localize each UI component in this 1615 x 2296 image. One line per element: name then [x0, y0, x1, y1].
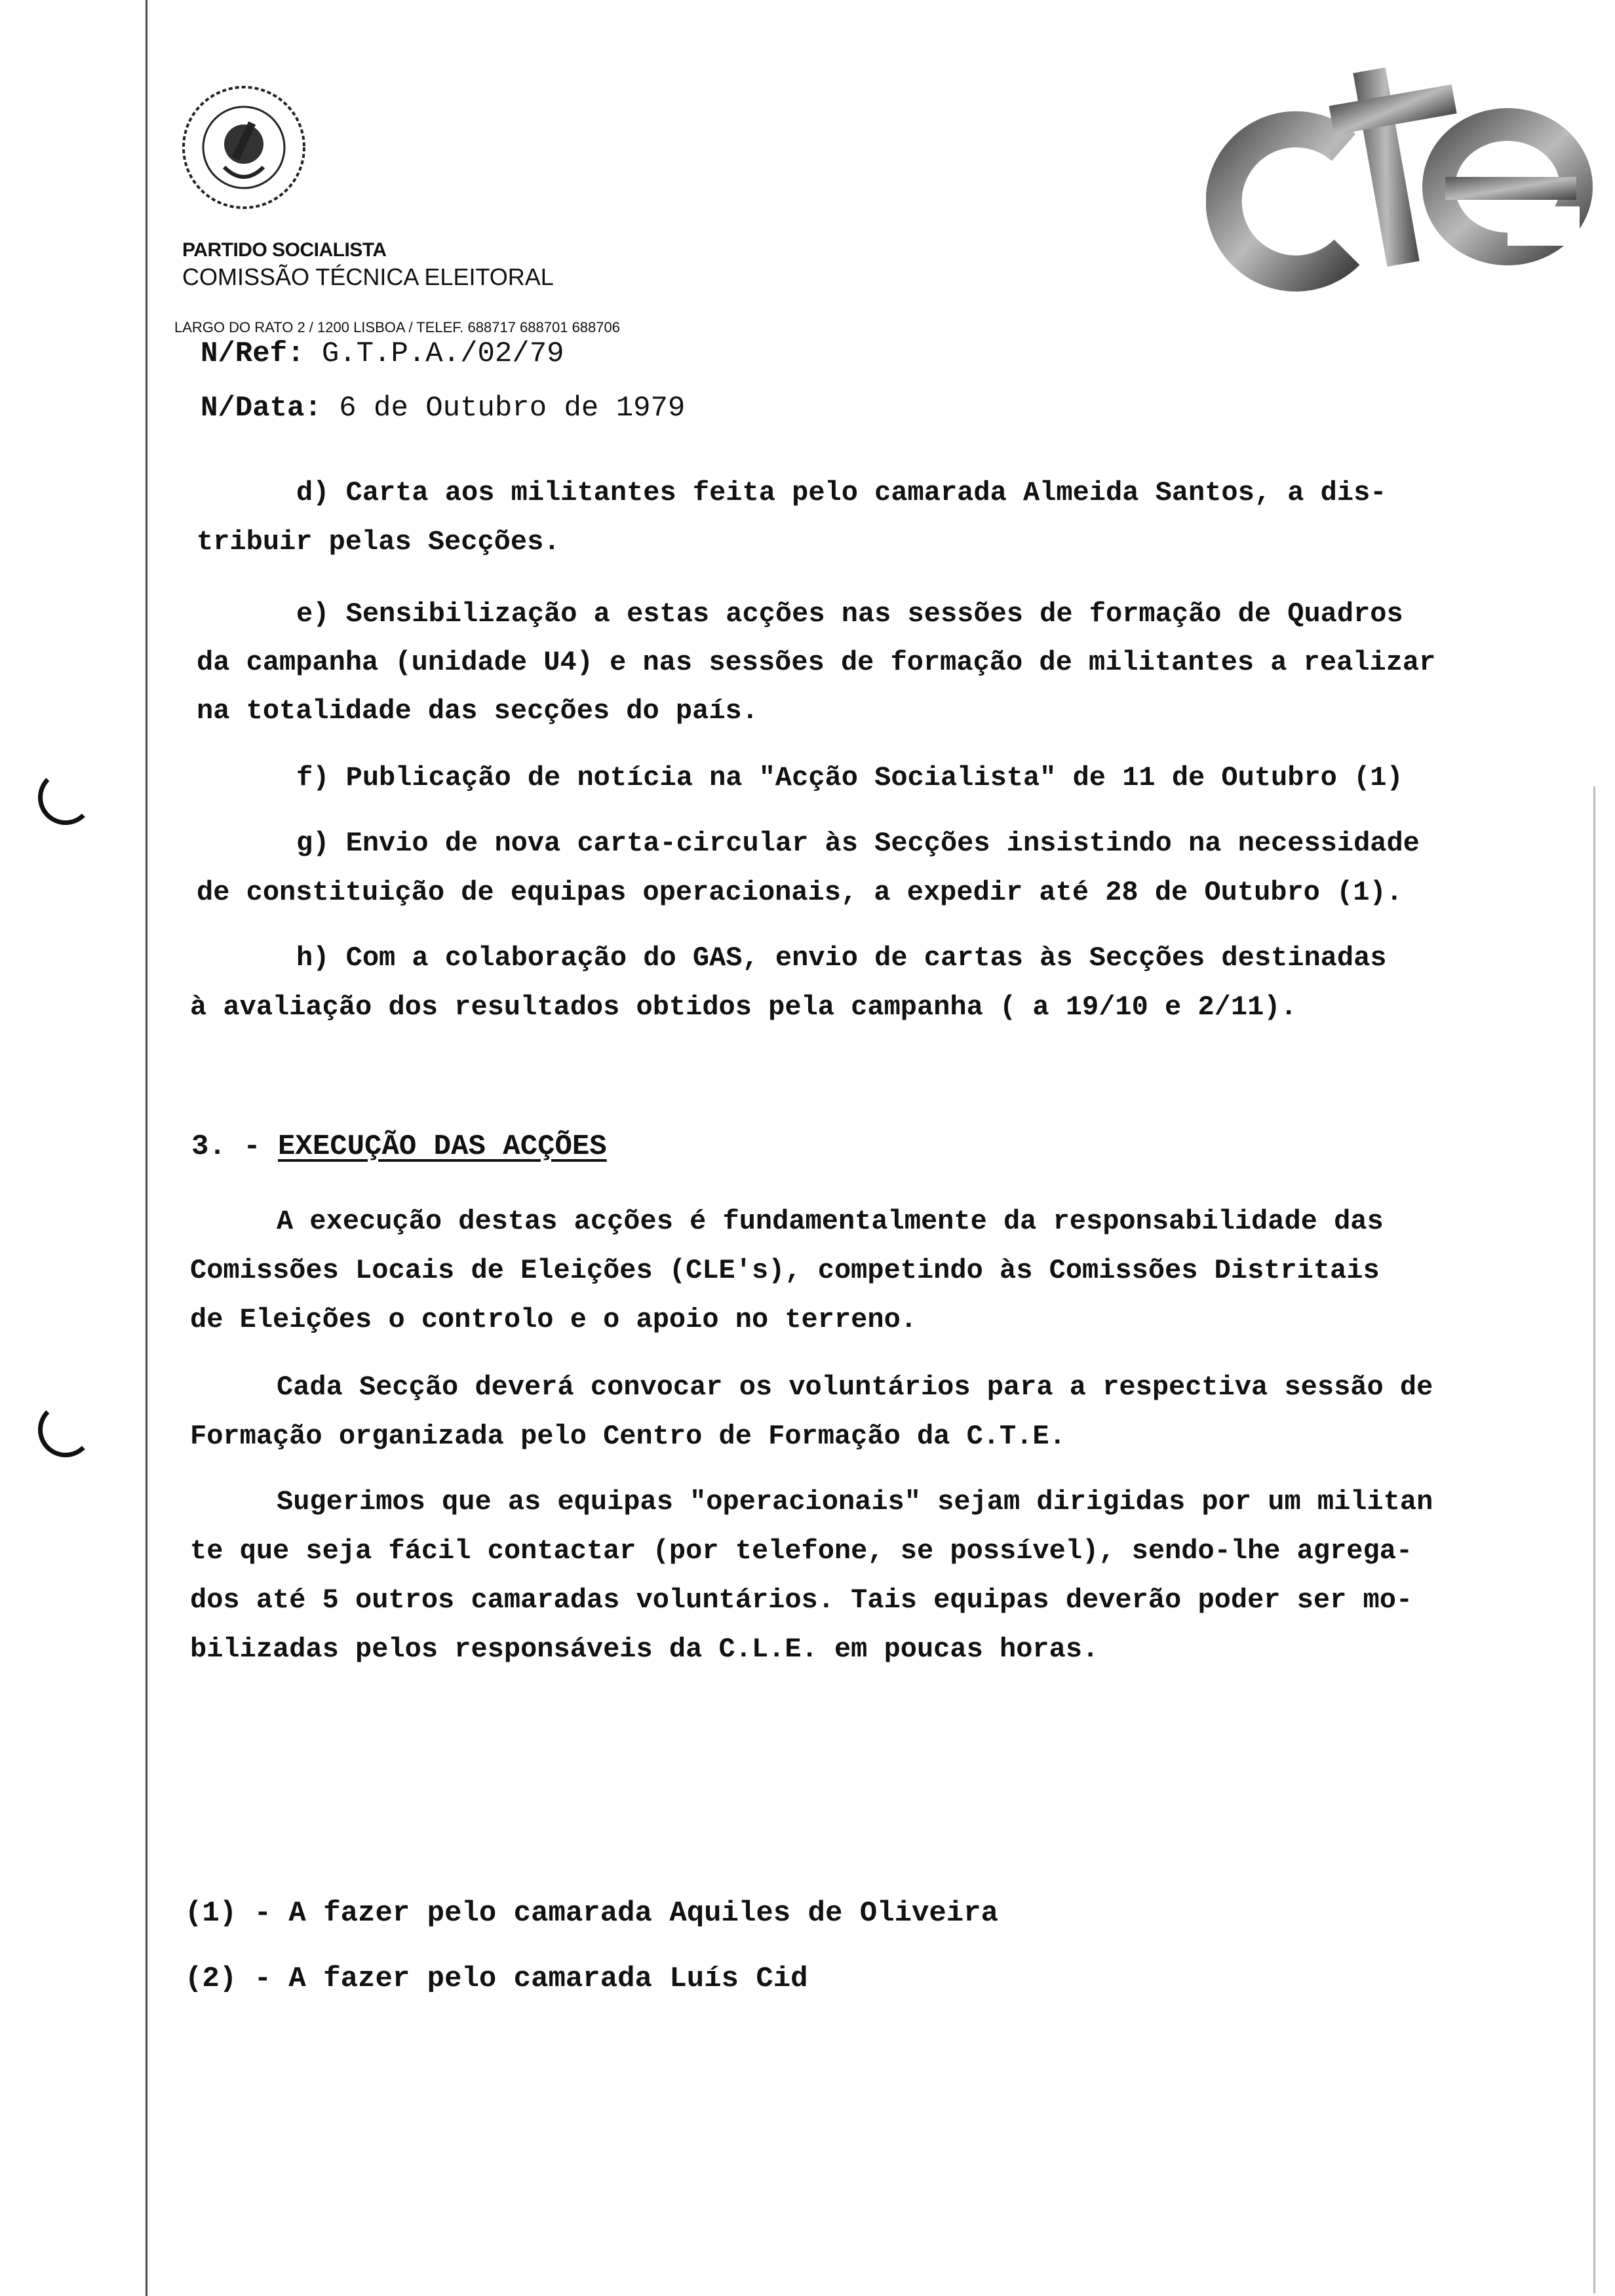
cte-logo-icon: [1206, 56, 1599, 292]
paragraph-2-line-2: Formação organizada pelo Centro de Formação da C.T.E.: [190, 1421, 1066, 1452]
action-e-line-1: e) Sensibilização a estas acções nas sessões de formação de Quadros: [296, 598, 1403, 630]
page-edge-shadow: [1593, 786, 1595, 2293]
footnote-1: (1) - A fazer pelo camarada Aquiles de Oliveira: [185, 1897, 999, 1930]
footnote-2: (2) - A fazer pelo camarada Luís Cid: [185, 1962, 808, 1995]
action-e-line-2: da campanha (unidade U4) e nas sessões de formação de militantes a realizar: [197, 647, 1436, 678]
party-name: PARTIDO SOCIALISTA: [182, 239, 387, 261]
paragraph-1-line-3: de Eleições o controlo e o apoio no terreno.: [190, 1304, 917, 1335]
paragraph-3-line-1: Sugerimos que as equipas "operacionais" sejam dirigidas por um militan: [277, 1486, 1433, 1518]
paragraph-1-line-2: Comissões Locais de Eleições (CLE's), competindo às Comissões Distritais: [190, 1255, 1380, 1286]
action-h: [190, 934, 1386, 1032]
date-line: [201, 392, 685, 425]
action-g-line-2: de constituição de equipas operacionais, a expedir até 28 de Outubro (1).: [197, 877, 1403, 908]
section-3-heading: [191, 1130, 607, 1163]
date-value: 6 de Outubro de 1979: [339, 392, 686, 425]
action-f-line-1: f) Publicação de notícia na "Acção Socialista" de 11 de Outubro (1): [296, 762, 1403, 794]
punch-hole-bottom: [38, 1402, 93, 1457]
paragraph-3-line-3: dos até 5 outros camaradas voluntários. Tais equipas deverão poder ser mo-: [190, 1584, 1413, 1616]
reference-line: [201, 337, 564, 370]
section-3-paragraph-3: [190, 1478, 1433, 1674]
action-d-line-2: tribuir pelas Secções.: [197, 526, 560, 558]
binder-margin-line: [146, 0, 147, 2296]
action-g-line-1: g) Envio de nova carta-circular às Secções insistindo na necessidade: [296, 828, 1420, 859]
section-3-paragraph-2: [190, 1363, 1433, 1461]
paragraph-3-line-2: te que seja fácil contactar (por telefone, se possível), sendo-lhe agrega-: [190, 1535, 1413, 1567]
action-g: [197, 819, 1420, 917]
date-label: N/Data:: [201, 392, 322, 425]
paragraph-2-line-1: Cada Secção deverá convocar os voluntários para a respectiva sessão de: [277, 1371, 1433, 1403]
action-f: [197, 754, 1403, 803]
action-e-line-3: na totalidade das secções do país.: [197, 695, 758, 727]
ref-label: N/Ref:: [201, 337, 305, 370]
ref-value: G.T.P.A./02/79: [321, 337, 564, 370]
section-3-number: 3. -: [191, 1130, 261, 1163]
party-seal-icon: [178, 82, 309, 213]
paragraph-1-line-1: A execução destas acções é fundamentalmente da responsabilidade das: [277, 1206, 1384, 1237]
action-d-line-1: d) Carta aos militantes feita pelo camarada Almeida Santos, a dis-: [296, 477, 1387, 508]
section-3-paragraph-1: [190, 1197, 1384, 1345]
action-h-line-2: à avaliação dos resultados obtidos pela campanha ( a 19/10 e 2/11).: [190, 991, 1297, 1023]
commission-name: COMISSÃO TÉCNICA ELEITORAL: [182, 263, 554, 290]
action-d: [197, 469, 1386, 567]
action-e: [197, 590, 1435, 735]
action-h-line-1: h) Com a colaboração do GAS, envio de cartas às Secções destinadas: [296, 942, 1387, 974]
paragraph-3-line-4: bilizadas pelos responsáveis da C.L.E. em poucas horas.: [190, 1634, 1099, 1665]
letterhead-address: LARGO DO RATO 2 / 1200 LISBOA / TELEF. 688717 688701 688706: [174, 319, 620, 335]
punch-hole-top: [38, 770, 93, 825]
section-3-title: EXECUÇÃO DAS ACÇÕES: [278, 1130, 607, 1163]
